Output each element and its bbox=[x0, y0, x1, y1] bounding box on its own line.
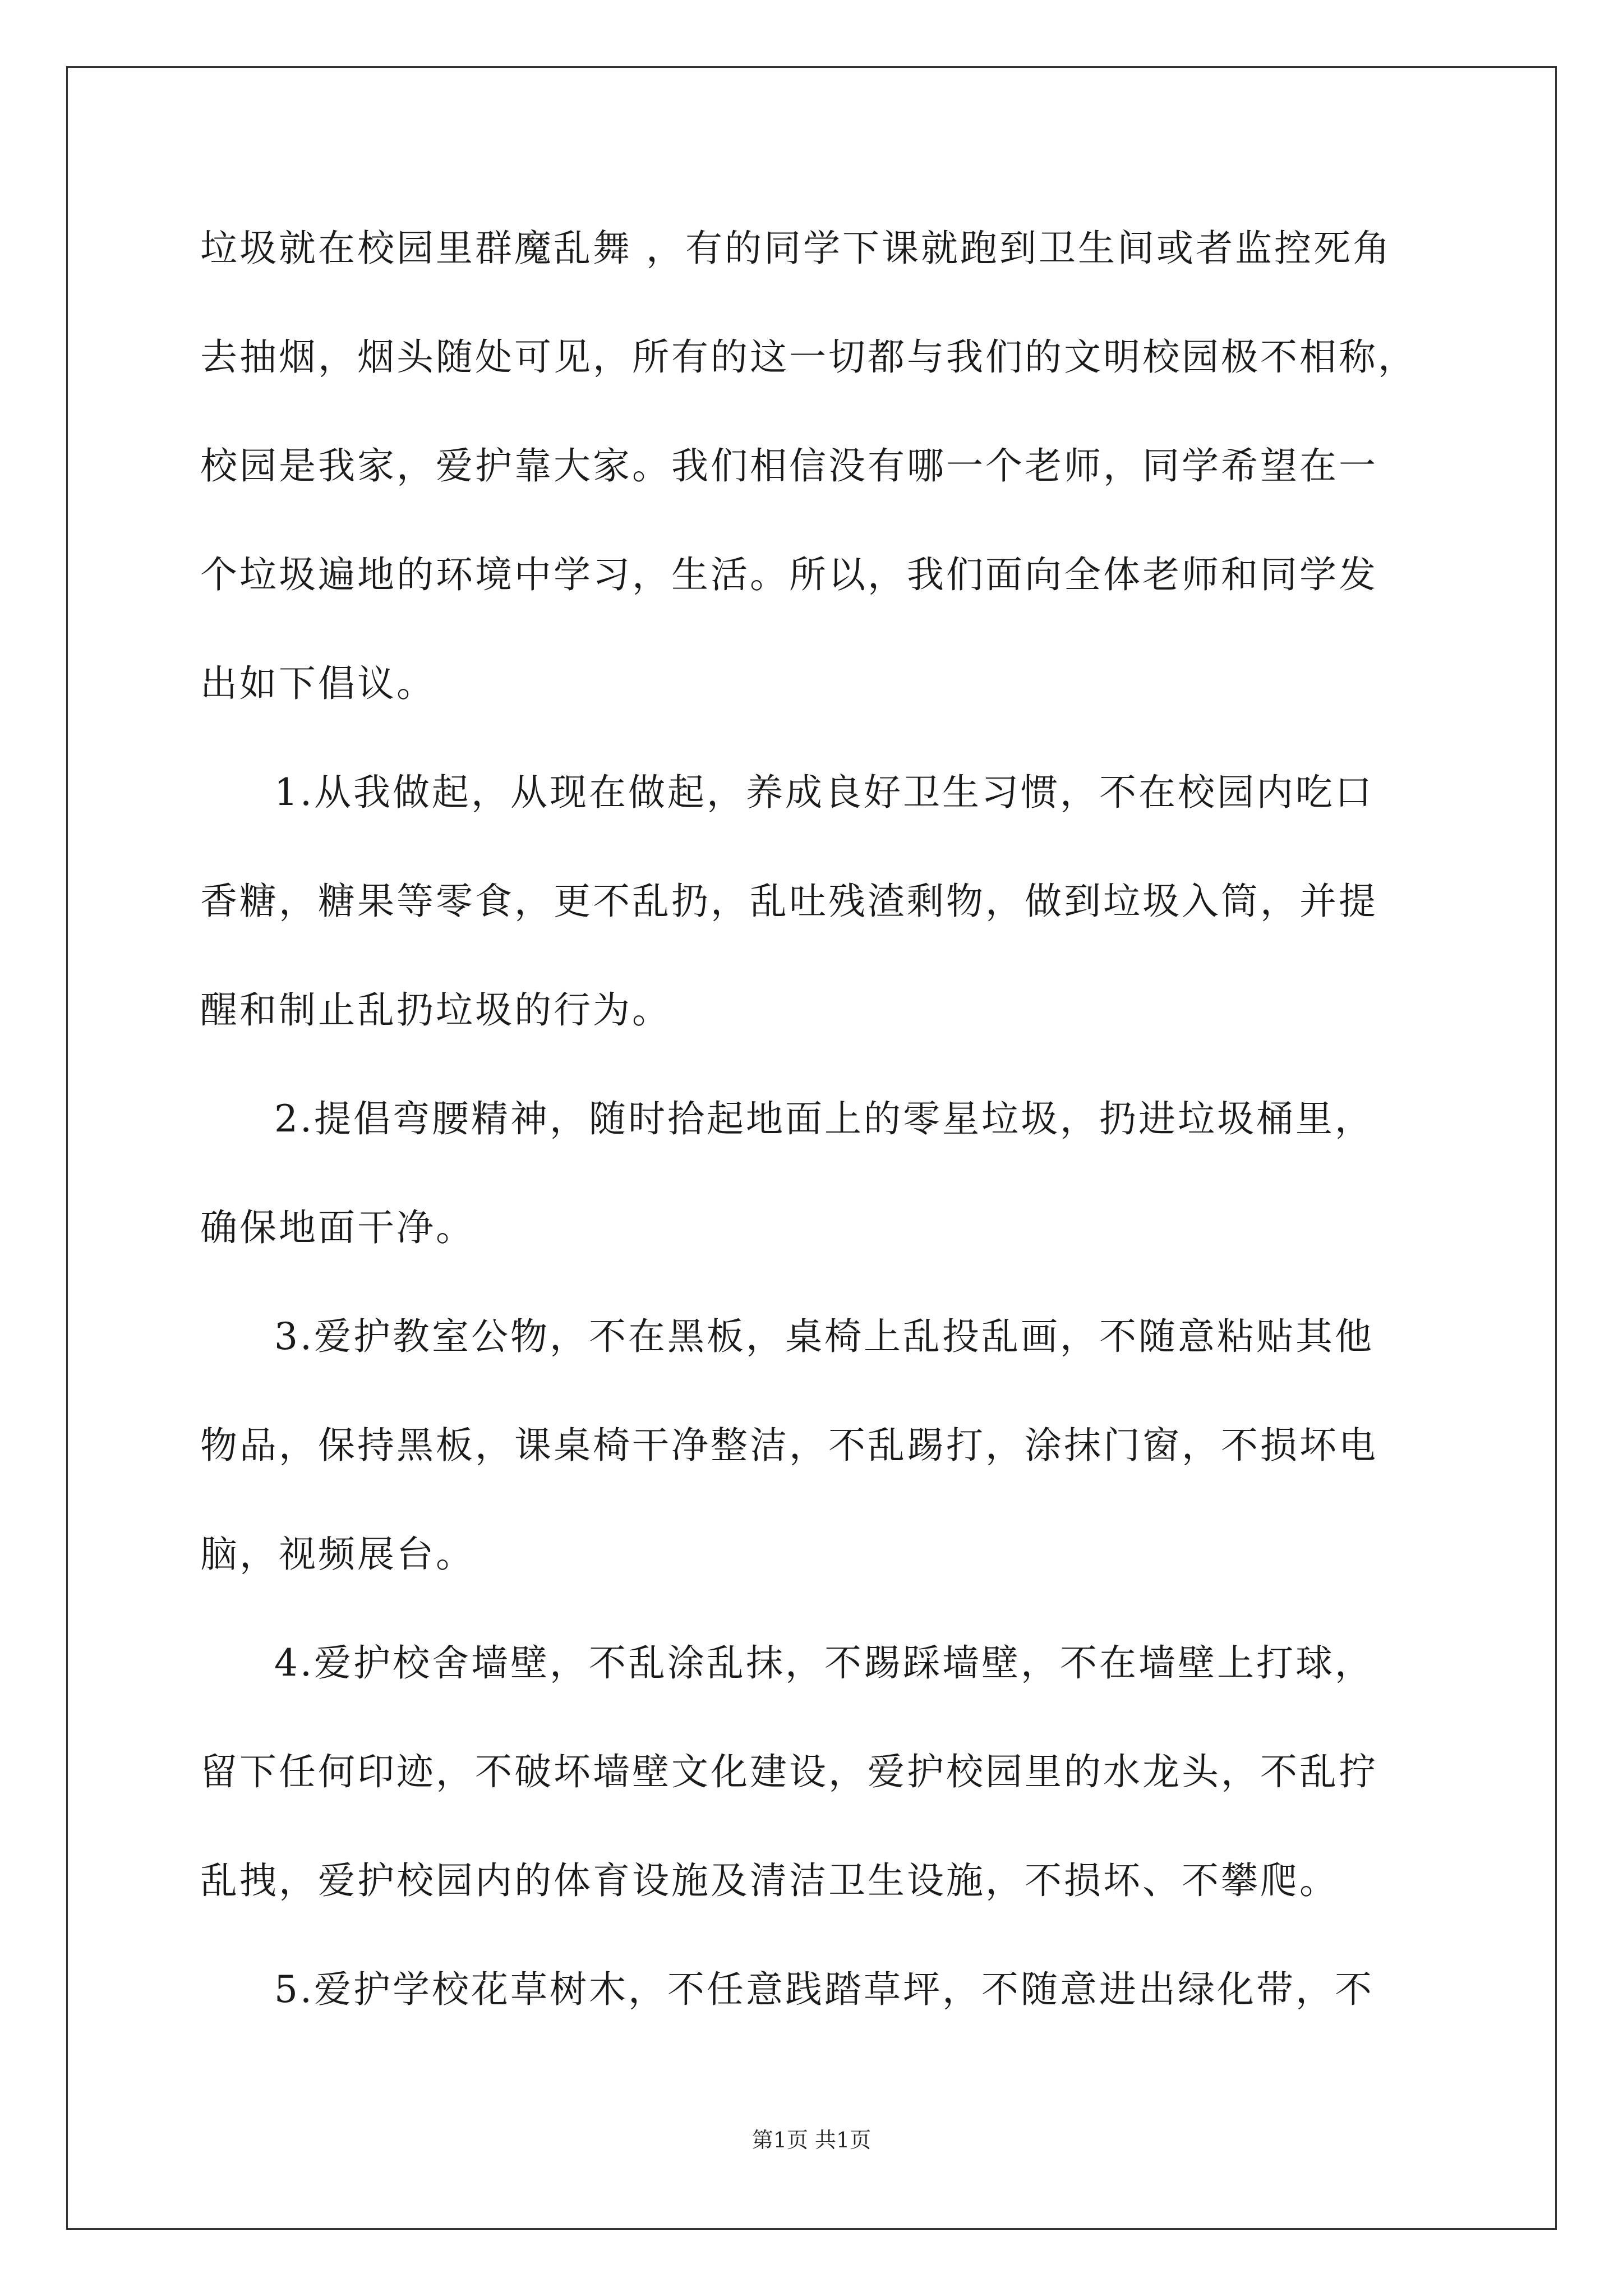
list-item-3-line: 3.爱护教室公物，不在黑板，桌椅上乱投乱画，不随意粘贴其他 bbox=[274, 1315, 1374, 1358]
text-line: 物品，保持黑板，课桌椅干净整洁，不乱踢打，涂抹门窗，不损坏电 bbox=[200, 1424, 1378, 1467]
text-line: 出如下倡议。 bbox=[200, 662, 436, 705]
text-line: 个垃圾遍地的环境中学习，生活。所以，我们面向全体老师和同学发 bbox=[200, 553, 1378, 596]
text-line: 脑，视频展台。 bbox=[200, 1533, 475, 1576]
text-line: 校园是我家，爱护靠大家。我们相信没有哪一个老师，同学希望在一 bbox=[200, 444, 1378, 487]
text-line: 去抽烟，烟头随处可见，所有的这一切都与我们的文明校园极不相称， bbox=[200, 335, 1417, 379]
text-line: 留下任何印迹，不破坏墙壁文化建设，爱护校园里的水龙头，不乱拧 bbox=[200, 1750, 1378, 1793]
document-body bbox=[200, 216, 1434, 2066]
text-line: 醒和制止乱扔垃圾的行为。 bbox=[200, 988, 671, 1032]
list-item-5-line: 5.爱护学校花草树木，不任意践踏草坪，不随意进出绿化带，不 bbox=[274, 1968, 1374, 2011]
text-line: 乱拽，爱护校园内的体育设施及清洁卫生设施，不损坏、不攀爬。 bbox=[200, 1859, 1339, 1902]
text-line: 垃圾就在校园里群魔乱舞 ，有的同学下课就跑到卫生间或者监控死角 bbox=[200, 227, 1392, 270]
list-item-2-line: 2.提倡弯腰精神，随时拾起地面上的零星垃圾，扔进垃圾桶里， bbox=[274, 1097, 1374, 1140]
text-line: 香糖，糖果等零食，更不乱扔，乱吐残渣剩物，做到垃圾入筒，并提 bbox=[200, 880, 1378, 923]
list-item-1-line: 1.从我做起，从现在做起，养成良好卫生习惯，不在校园内吃口 bbox=[274, 771, 1374, 814]
page-footer: 第1页 共1页 bbox=[751, 2128, 872, 2152]
list-item-4-line: 4.爱护校舍墙壁，不乱涂乱抹，不踢踩墙壁，不在墙壁上打球， bbox=[274, 1641, 1374, 1685]
text-line: 确保地面干净。 bbox=[200, 1206, 475, 1249]
